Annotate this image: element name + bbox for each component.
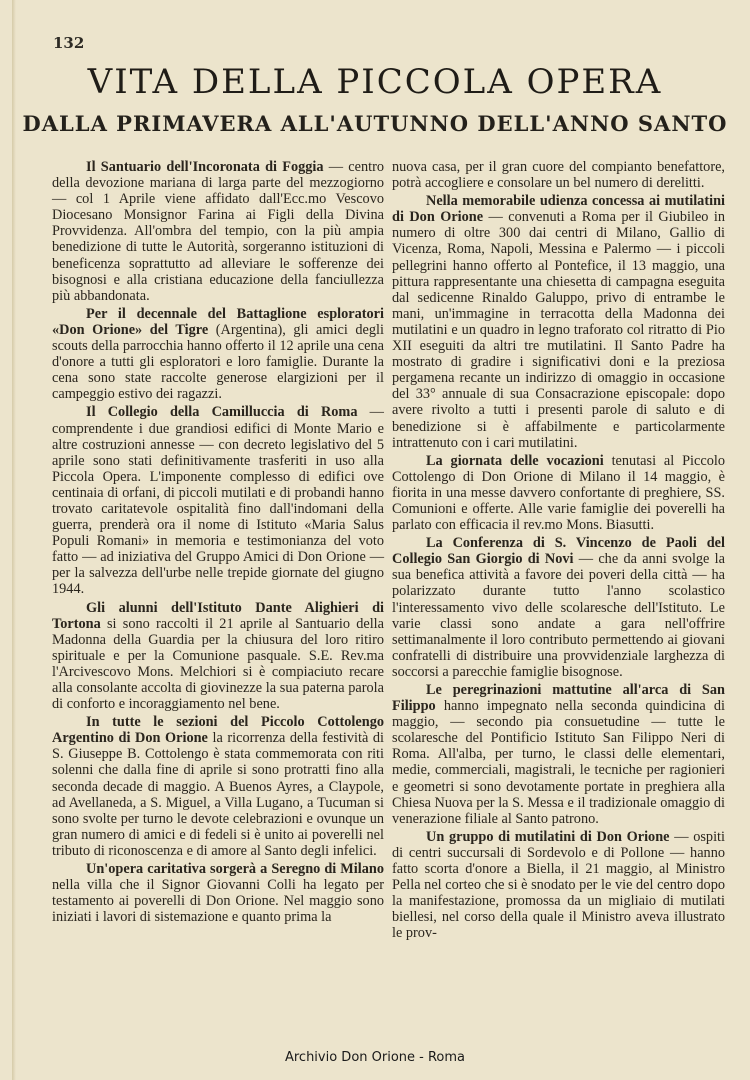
paragraph-text: nuova casa, per il gran cuore del compianto benefattore, potrà accogliere e consolare un bel numero di derelitti. bbox=[392, 159, 725, 192]
article-paragraph bbox=[52, 861, 384, 925]
paragraph-text: (Argentina), gli amici degli scouts della parrocchia hanno offerto il 12 aprile una cena d'onore a tutti gli esploratori e loro famiglie. Durante la cena sono state raccolte generose elargizioni per il campeggio estivo dei ragazzi. bbox=[52, 321, 384, 403]
paragraph-lead: Il Collegio della Camilluccia di Roma bbox=[86, 404, 358, 421]
paragraph-text: si sono raccolti il 21 aprile al Santuario della Madonna della Guardia per la chiusura del loro ritiro spirituale e per la Comunione pasquale. S.E. Rev.ma l'Arcivescovo Mons. Melchiori si è compiaciuto recare alla consolante accolta di giovinezze la sua paterna parola di conforto e incoraggiamento nel bene. bbox=[52, 615, 384, 713]
article-paragraph bbox=[392, 682, 725, 827]
paragraph-lead: Per il decennale del Battaglione esploratori «Don Orione» del Tigre bbox=[52, 305, 384, 338]
paragraph-text: — comprendente i due grandiosi edifici di Monte Mario e altre costruzioni annesse — con decreto legislativo del 5 aprile sono stati definitivamente trasferiti in uso alla Piccola Opera. L'imponente complesso di edifici ove centinaia di orfani, di piccoli mutilati e di probandi hanno trovato caritatevole ospitalità fino dall'indomani della guerra, prenderà ora il nome di Istituto «Maria Salus Populi Romani» in memoria e testimonianza del voto fatto — ad iniziativa del Gruppo Amici di Don Orione — per la salvezza dell'urbe nelle trepide giornate del giugno 1944. bbox=[52, 404, 384, 598]
paragraph-lead: La giornata delle vocazioni bbox=[426, 452, 604, 469]
article-paragraph bbox=[52, 159, 384, 304]
page-subtitle: DALLA PRIMAVERA ALL'AUTUNNO DELL'ANNO SANTO bbox=[22, 111, 728, 136]
paragraph-text: tenutasi al Piccolo Cottolengo di Don Orione di Milano il 14 maggio, è fiorita in una messe davvero confortante di preghiere, SS. Comunioni e offerte. Alle varie famiglie dei poverelli ha parlato con efficacia il rev.mo Mons. Biasutti. bbox=[392, 452, 725, 534]
paragraph-lead: Un'opera caritativa sorgerà a Seregno di Milano bbox=[86, 861, 384, 878]
paragraph-text: — ospiti di centri succursali di Sordevolo e di Pollone — hanno fatto scorta d'onore a Biella, il 21 maggio, al Ministro Pella nel corteo che si è snodato per le vie del centro dopo la manifestazione, promossa da un migliaio di mutilati biellesi, nel corso della quale il Ministro aveva illustrato le prov- bbox=[392, 828, 725, 942]
article-paragraph bbox=[392, 193, 725, 451]
paragraph-lead: Le peregrinazioni mattutine all'arca di San Filippo bbox=[392, 682, 725, 715]
paragraph-text: — centro della devozione mariana di larga parte del mezzogiorno — col 1 Aprile viene affidato dall'Ecc.mo Vescovo Diocesano Monsignor Farina ai Figli della Divina Provvidenza. All'ombra del tempio, con la più ampia benedizione di tutte le Autorità, sorgeranno istituzioni di beneficenza soprattutto ad alleviare le sofferenze dei bisognosi e alla cristiana educazione della fanciullezza più abbandonata. bbox=[52, 159, 384, 304]
article-paragraph bbox=[52, 714, 384, 859]
page-number: 132 bbox=[53, 34, 85, 52]
paragraph-text: hanno impegnato nella seconda quindicina di maggio, — secondo pia consuetudine — tutte le scolaresche del Pontificio Istituto San Filippo Neri di Roma. All'alba, per turno, le classi delle elementari, medie, commerciali, magistrali, le tecniche per ragionieri e geometri si sono devotamente portate in preghiera alla Chiesa Nuova per la S. Messa e il tradizionale omaggio di venerazione filiale al Santo patrono. bbox=[392, 698, 725, 827]
paragraph-text: — che da anni svolge la sua benefica attività a favore dei poveri della città — ha polarizzato durante tutto l'anno scolastico l'interessamento vivo delle scolaresche dell'Istituto. Le varie classi sono andate a gara nell'offrire settimanalmente il loro contributo permettendo ai giovani confratelli di distribuire una provvidenziale larghezza di soccorsi a parecchie famiglie bisognose. bbox=[392, 551, 725, 680]
paragraph-text: nella villa che il Signor Giovanni Colli ha legato per testamento ai poverelli di Don Orione. Nel maggio sono iniziati i lavori di sistemazione e quanto prima la bbox=[52, 877, 384, 926]
article-paragraph bbox=[392, 829, 725, 942]
archive-footer: Archivio Don Orione - Roma bbox=[284, 1050, 466, 1065]
paragraph-lead: In tutte le sezioni del Piccolo Cottolengo Argentino di Don Orione bbox=[52, 714, 384, 747]
paragraph-lead: Un gruppo di mutilatini di Don Orione bbox=[426, 828, 670, 845]
paragraph-lead: La Conferenza di S. Vincenzo de Paoli del Collegio San Giorgio di Novi bbox=[392, 535, 725, 568]
article-paragraph bbox=[52, 404, 384, 597]
paragraph-lead: Nella memorabile udienza concessa ai mutilatini di Don Orione bbox=[392, 193, 725, 226]
article-paragraph-continued bbox=[392, 159, 725, 191]
article-paragraph bbox=[392, 535, 725, 680]
page-title: VITA DELLA PICCOLA OPERA bbox=[87, 62, 663, 102]
paragraph-text: la ricorrenza della festività di S. Giuseppe B. Cottolengo è stata commemorata con riti solenni che dalla fine di aprile si sono protratti fino alla seconda decade di maggio. A Buenos Ayres, a Claypole, ad Avellaneda, a S. Miguel, a Villa Lugano, a Tucuman si sono svolte per turno le devote celebrazioni e ovunque un gran numero di amici e di fedeli si è unito ai poverelli nel tributo di riconoscenza e di amore al Santo degli infelici. bbox=[52, 730, 384, 859]
article-paragraph bbox=[52, 600, 384, 713]
left-column bbox=[52, 159, 384, 927]
article-paragraph bbox=[392, 453, 725, 533]
paragraph-text: — convenuti a Roma per il Giubileo in numero di oltre 300 dai centri di Milano, Gallio di Vicenza, Roma, Napoli, Messina e Palermo — i piccoli pellegrini hanno offerto al Pontefice, il 13 maggio, una pittura rappresentante una chiesetta di campagna eseguita dal sedicenne Rinaldo Galuppo, privo di entrambe le mani, un'immagine in terracotta della Madonna dei mutilatini e un quadro in legno traforato col ritratto di Pio XII eseguiti da altri tre mutilatini. Il Santo Padre ha mostrato di gradire i significativi doni e la preziosa pergamena recante un indirizzo di omaggio in occasione del 33° annuale di sua Consacrazione episcopale: dopo avere rivolto a tutti i presenti parole di saluto e di benedizione si è affabilmente e particolarmente intrattenuto con i cari mutilatini. bbox=[392, 209, 725, 451]
right-column bbox=[392, 159, 725, 944]
paragraph-lead: Il Santuario dell'Incoronata di Foggia bbox=[86, 159, 324, 175]
page-edge bbox=[12, 0, 16, 1080]
article-paragraph bbox=[52, 306, 384, 403]
paragraph-lead: Gli alunni dell'Istituto Dante Alighieri di Tortona bbox=[52, 599, 384, 632]
